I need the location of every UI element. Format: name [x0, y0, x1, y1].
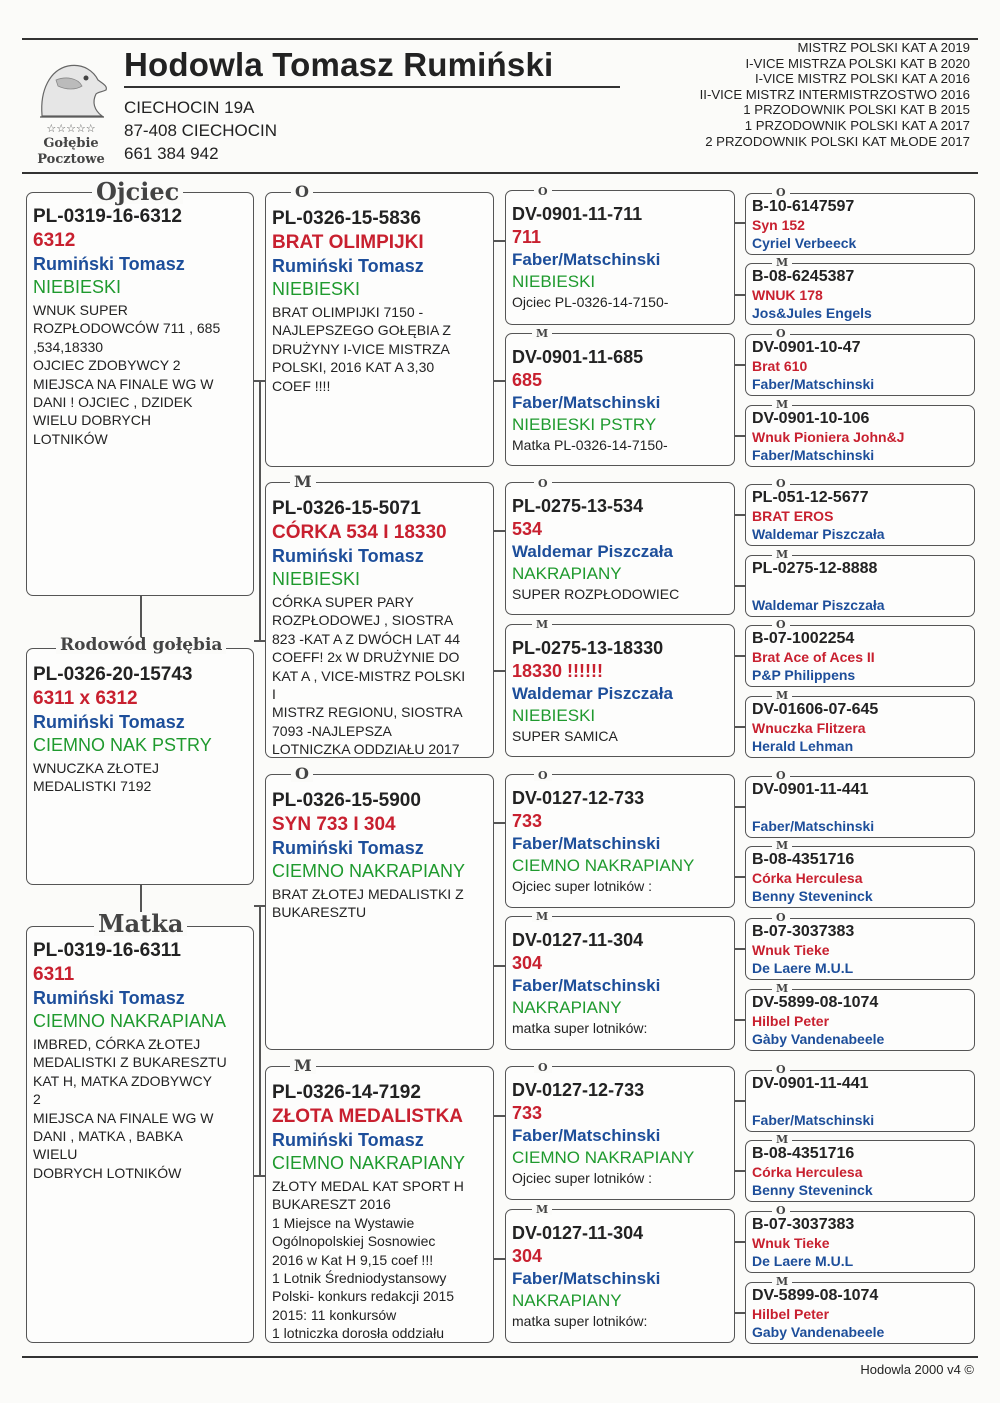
pigeon-name: 304 — [512, 953, 543, 973]
owner: Cyriel Verbeeck — [752, 235, 857, 251]
dam-label: M — [772, 549, 792, 560]
dam-label: M — [290, 474, 316, 490]
ring-number: DV-0127-12-733 — [512, 788, 645, 808]
pigeon-note: matka super lotników: — [512, 1313, 648, 1329]
achievement: 2 PRZODOWNIK POLSKI KAT MŁODE 2017 — [705, 133, 970, 149]
pigeon-color: NAKRAPIANY — [512, 998, 622, 1017]
pigeon-name: Córka Herculesa — [752, 1164, 863, 1180]
pigeon-note: WNUK SUPER ROZPŁODOWCÓW 711 , 685 ,534,18330 OJCIEC ZDOBYWCY 2 MIEJSCA NA FINALE WG W DANI ! OJCIEC , DZIDEK WIELU DOBRYCH LOTNIKÓW — [33, 302, 221, 447]
gen4-card[interactable] — [745, 625, 975, 687]
pigeon-color: NIEBIESKI — [33, 277, 122, 297]
pigeon-name: 18330 !!!!!! — [512, 661, 604, 681]
sire-label: O — [534, 770, 552, 781]
owner: Herald Lehman — [752, 738, 854, 754]
gen4-card[interactable] — [745, 334, 975, 396]
gen2-card[interactable] — [265, 774, 494, 1050]
ring-number: B-07-3037383 — [752, 923, 855, 940]
title-underline — [124, 86, 620, 88]
pigeon-name — [752, 578, 968, 596]
page-title: Hodowla Tomasz Rumiński — [124, 46, 554, 83]
connector — [259, 380, 261, 640]
gen3-card[interactable] — [505, 190, 735, 325]
ring-number: DV-0901-10-106 — [752, 410, 870, 427]
owner: Faber/Matschinski — [752, 447, 875, 463]
gen4-card[interactable] — [745, 1070, 975, 1132]
pigeon-color: NIEBIESKI — [512, 272, 596, 291]
pigeon-name: 6312 — [33, 230, 76, 251]
owner: Faber/Matschinski — [512, 250, 661, 269]
owner: Gàby Vandenabeele — [752, 1031, 885, 1047]
ring-number: B-08-4351716 — [752, 851, 855, 868]
dam-label: M — [772, 1276, 792, 1287]
owner: Faber/Matschinski — [752, 1112, 875, 1128]
dam-label: M — [772, 1134, 792, 1145]
pigeon-color: NAKRAPIANY — [512, 564, 622, 583]
ring-number: DV-01606-07-645 — [752, 701, 879, 718]
pigeon-color: CIEMNO NAKRAPIANY — [512, 1148, 695, 1167]
gen4-card[interactable] — [745, 696, 975, 758]
pigeon-note: BRAT OLIMPIJKI 7150 - NAJLEPSZEGO GOŁĘBIA Z DRUŻYNY I-VICE MISTRZA POLSKI, 2016 KAT A 3,30 COEF !!!! — [272, 304, 451, 394]
ring-number: PL-0326-15-5836 — [272, 208, 421, 229]
owner: Faber/Matschinski — [752, 376, 875, 392]
ring-number: B-07-3037383 — [752, 1216, 855, 1233]
pigeon-name: CÓRKA 534 I 18330 — [272, 522, 447, 543]
pigeon-color: NIEBIESKI — [272, 279, 361, 299]
owner: Rumiński Tomasz — [272, 546, 424, 566]
logo — [26, 50, 116, 168]
pigeon-name: Brat 610 — [752, 358, 808, 374]
owner: Faber/Matschinski — [512, 834, 661, 853]
ring-number: DV-5899-08-1074 — [752, 994, 879, 1011]
owner: Rumiński Tomasz — [272, 838, 424, 858]
owner: Faber/Matschinski — [512, 1269, 661, 1288]
ring-number: PL-0319-16-6311 — [33, 940, 181, 961]
sire-label: O — [772, 1064, 790, 1075]
gen4-card[interactable] — [745, 1282, 975, 1344]
pigeon-name: Wnuk Tieke — [752, 942, 830, 958]
pigeon-color: NIEBIESKI PSTRY — [512, 415, 657, 434]
address-line-1: CIECHOCIN 19A — [124, 98, 255, 117]
gen3-card[interactable] — [505, 333, 735, 466]
owner: Waldemar Piszczała — [752, 597, 885, 613]
subject-card[interactable] — [26, 648, 254, 885]
gen3-card[interactable] — [505, 482, 735, 615]
pigeon-note: Ojciec super lotników : — [512, 1170, 653, 1186]
sire-label: O — [772, 328, 790, 339]
sire-label: O — [772, 478, 790, 489]
ring-number: PL-0326-14-7192 — [272, 1082, 421, 1103]
owner: De Laere M.U.L — [752, 960, 854, 976]
achievement: MISTRZ POLSKI KAT A 2019 — [797, 40, 970, 55]
owner: P&P Philippens — [752, 667, 856, 683]
ring-number: DV-0127-12-733 — [512, 1080, 645, 1100]
gen2-card[interactable] — [265, 192, 494, 467]
svg-text:☆☆☆☆☆: ☆☆☆☆☆ — [46, 122, 96, 135]
achievement: II-VICE MISTRZ INTERMISTRZOSTWO 2016 — [699, 86, 970, 102]
pigeon-note: SUPER ROZPŁODOWIEC — [512, 586, 680, 602]
pigeon-name: 6311 x 6312 — [33, 688, 138, 709]
owner: Faber/Matschinski — [512, 1126, 661, 1145]
ring-number: DV-0901-11-441 — [752, 781, 869, 798]
owner: Rumiński Tomasz — [33, 988, 185, 1008]
sire-label: O — [772, 619, 790, 630]
owner: Faber/Matschinski — [512, 393, 661, 412]
owner: De Laere M.U.L — [752, 1253, 854, 1269]
ring-number: DV-0901-11-441 — [752, 1075, 869, 1092]
owner: Gaby Vandenabeele — [752, 1324, 885, 1340]
dam-label: M — [772, 690, 792, 701]
achievement: 1 PRZODOWNIK POLSKI KAT A 2017 — [744, 117, 970, 133]
footer-text: Hodowla 2000 v4 © — [860, 1362, 974, 1377]
pigeon-name — [752, 799, 968, 817]
pigeon-color: CIEMNO NAKRAPIANA — [33, 1011, 227, 1031]
pigeon-name: 733 — [512, 811, 543, 831]
gen4-card[interactable] — [745, 846, 975, 908]
pigeon-name: 304 — [512, 1246, 543, 1266]
owner: Waldemar Piszczała — [512, 684, 673, 703]
sire-label: O — [772, 912, 790, 923]
pigeon-name: Wnuczka Flitzera — [752, 720, 866, 736]
svg-text:Pocztowe: Pocztowe — [37, 152, 105, 167]
ring-number: PL-051-12-5677 — [752, 489, 869, 506]
owner: Rumiński Tomasz — [33, 712, 185, 732]
gen2-card[interactable] — [265, 482, 494, 758]
pigeon-color: NAKRAPIANY — [512, 1291, 622, 1310]
gen3-card[interactable] — [505, 1209, 735, 1343]
pigeon-note: BRAT ZŁOTEJ MEDALISTKI Z BUKARESZTU — [272, 886, 464, 921]
pigeon-note: Matka PL-0326-14-7150- — [512, 437, 668, 453]
ring-number: B-08-4351716 — [752, 1145, 855, 1162]
gen3-card[interactable] — [505, 624, 735, 757]
pigeon-name: BRAT EROS — [752, 508, 834, 524]
dam-label: M — [532, 619, 552, 630]
pigeon-name: SYN 733 I 304 — [272, 814, 396, 835]
sire-label: O — [534, 186, 552, 197]
pigeon-name: 6311 — [33, 964, 75, 985]
pigeon-name: 685 — [512, 370, 543, 390]
gen4-card[interactable] — [745, 918, 975, 980]
gen3-card[interactable] — [505, 774, 735, 908]
pigeon-note: matka super lotników: — [512, 1020, 648, 1036]
ring-number: DV-0901-10-47 — [752, 339, 861, 356]
ring-number: B-07-1002254 — [752, 630, 855, 647]
gen4-card[interactable] — [745, 405, 975, 467]
achievement: I-VICE MISTRZA POLSKI KAT B 2020 — [745, 55, 970, 71]
pigeon-color: CIEMNO NAKRAPIANY — [272, 861, 466, 881]
pigeon-note: CÓRKA SUPER PARY ROZPŁODOWEJ , SIOSTRA 823 -KAT A Z DWÓCH LAT 44 COEFF! 2x W DRUŻYNIE DO KAT A , VICE-MISTRZ POLSKI I MISTRZ REGIONU, SIOSTRA 7093 -NAJLEPSZA LOTNICZKA ODDZIAŁU 2017 — [272, 594, 466, 758]
svg-text:Gołębie: Gołębie — [43, 136, 99, 151]
ring-number: PL-0275-13-18330 — [512, 638, 664, 658]
phone-number: 661 384 942 — [124, 144, 219, 163]
pigeon-name: BRAT OLIMPIJKI — [272, 232, 424, 253]
sire-label: O — [772, 1205, 790, 1216]
pigeon-name: 534 — [512, 519, 543, 539]
dam-label: M — [772, 983, 792, 994]
gen4-card[interactable] — [745, 484, 975, 546]
sire-label: O — [772, 187, 790, 198]
gen3-card[interactable] — [505, 916, 735, 1050]
sire-label: O — [291, 184, 313, 200]
pigeon-name: Hilbel Peter — [752, 1306, 830, 1322]
dam-label: M — [532, 911, 552, 922]
pedigree-label: Rodowód gołębia — [56, 637, 226, 654]
dam-label: M — [290, 1058, 316, 1074]
pigeon-note: SUPER SAMICA — [512, 728, 618, 744]
header-bottom-rule — [22, 172, 978, 174]
owner: Rumiński Tomasz — [272, 1130, 424, 1150]
owner: Faber/Matschinski — [752, 818, 875, 834]
pigeon-name: Syn 152 — [752, 217, 805, 233]
owner: Rumiński Tomasz — [33, 254, 185, 274]
owner: Waldemar Piszczała — [512, 542, 673, 561]
pigeon-color: NIEBIESKI — [512, 706, 596, 725]
ring-number: PL-0326-15-5900 — [272, 790, 421, 811]
pigeon-color: NIEBIESKI — [272, 569, 361, 589]
owner: Faber/Matschinski — [512, 976, 661, 995]
pigeon-name — [752, 1093, 968, 1111]
owner: Benny Steveninck — [752, 888, 873, 904]
achievement: 1 PRZODOWNIK POLSKI KAT B 2015 — [743, 102, 970, 118]
gen4-card[interactable] — [745, 1140, 975, 1202]
pigeon-color: CIEMNO NAKRAPIANY — [272, 1153, 466, 1173]
gen3-card[interactable] — [505, 1066, 735, 1200]
pigeon-name: Wnuk Pioniera John&J — [752, 429, 905, 445]
pigeon-name: ZŁOTA MEDALISTKA — [272, 1106, 464, 1127]
sire-label: O — [291, 766, 313, 782]
pigeon-name: Wnuk Tieke — [752, 1235, 830, 1251]
gen4-card[interactable] — [745, 193, 975, 255]
dam-label: M — [532, 328, 552, 339]
pigeon-name: 733 — [512, 1103, 543, 1123]
sire-label: O — [534, 478, 552, 489]
pigeon-name: WNUK 178 — [752, 287, 823, 303]
pigeon-note: WNUCZKA ZŁOTEJ MEDALISTKI 7192 — [33, 760, 160, 795]
ring-number: B-10-6147597 — [752, 198, 855, 215]
father-label: Ojciec — [92, 180, 183, 204]
gen2-card[interactable] — [265, 1066, 494, 1343]
owner: Rumiński Tomasz — [272, 256, 424, 276]
dam-label: M — [772, 257, 792, 268]
owner: Jos&Jules Engels — [752, 305, 872, 321]
pigeon-name: Córka Herculesa — [752, 870, 863, 886]
dam-label: M — [772, 840, 792, 851]
gen4-card[interactable] — [745, 263, 975, 325]
dam-label: M — [772, 399, 792, 410]
pigeon-logo-icon — [26, 50, 116, 168]
gen4-card[interactable] — [745, 776, 975, 838]
ring-number: DV-0127-11-304 — [512, 1223, 644, 1243]
ring-number: PL-0319-16-6312 — [33, 206, 182, 227]
gen4-card[interactable] — [745, 1211, 975, 1273]
ring-number: DV-0901-11-685 — [512, 347, 644, 367]
pigeon-name: Hilbel Peter — [752, 1013, 830, 1029]
address-line-2: 87-408 CIECHOCIN — [124, 121, 278, 140]
pigeon-name: 711 — [512, 227, 542, 247]
ring-number: PL-0275-12-8888 — [752, 560, 878, 577]
dam-label: M — [532, 1204, 552, 1215]
ring-number: PL-0326-15-5071 — [272, 498, 421, 519]
connector — [140, 596, 142, 640]
sire-label: O — [534, 1062, 552, 1073]
pigeon-name: Brat Ace of Aces II — [752, 649, 875, 665]
ring-number: B-08-6245387 — [752, 268, 855, 285]
pigeon-note: IMBRED, CÓRKA ZŁOTEJ MEDALISTKI Z BUKARESZTU KAT H, MATKA ZDOBYWCY 2 MIEJSCA NA FINALE WG W DANI , MATKA , BABKA WIELU DOBRYCH LOTNIKÓW — [33, 1036, 227, 1181]
pigeon-note: ZŁOTY MEDAL KAT SPORT H BUKARESZT 2016 1 Miejsce na Wystawie Ogólnopolskiej Sosnowiec 2016 w Kat H 9,15 coef !!! 1 Lotnik Średniodystansowy Polski- konkurs redakcji 2015 2015: 11 konkursów 1 lotniczka dorosła oddziału — [272, 1178, 464, 1342]
gen4-card[interactable] — [745, 989, 975, 1051]
owner: Waldemar Piszczała — [752, 526, 885, 542]
ring-number: PL-0275-13-534 — [512, 496, 644, 516]
owner: Benny Steveninck — [752, 1182, 873, 1198]
mother-card[interactable] — [26, 926, 254, 1343]
ring-number: PL-0326-20-15743 — [33, 664, 193, 685]
father-card[interactable] — [26, 192, 254, 596]
gen4-card[interactable] — [745, 555, 975, 617]
ring-number: DV-0127-11-304 — [512, 930, 644, 950]
pigeon-note: Ojciec PL-0326-14-7150- — [512, 294, 669, 310]
achievement: I-VICE MISTRZ POLSKI KAT A 2016 — [755, 71, 970, 87]
pigeon-note: Ojciec super lotników : — [512, 878, 653, 894]
connector — [259, 905, 261, 1175]
pigeon-color: CIEMNO NAKRAPIANY — [512, 856, 695, 875]
achievements-list — [700, 40, 970, 149]
mother-label: Matka — [94, 912, 187, 936]
pigeon-color: CIEMNO NAK PSTRY — [33, 735, 212, 755]
footer-rule — [22, 1356, 978, 1358]
ring-number: DV-5899-08-1074 — [752, 1287, 879, 1304]
ring-number: DV-0901-11-711 — [512, 204, 643, 224]
sire-label: O — [772, 770, 790, 781]
